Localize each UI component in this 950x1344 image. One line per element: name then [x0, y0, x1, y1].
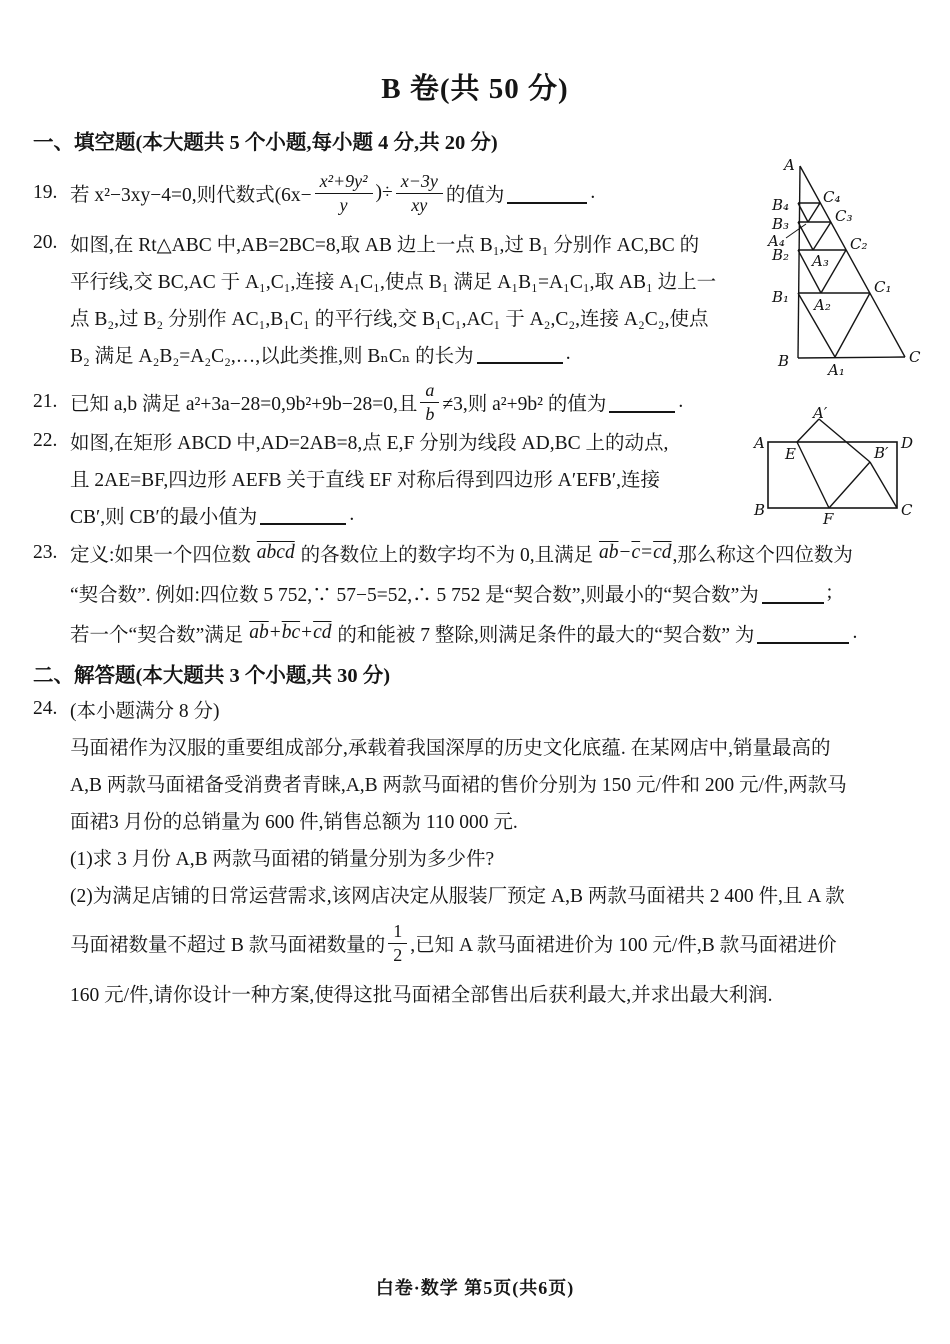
text-run: . — [852, 622, 858, 643]
fraction — [315, 171, 373, 214]
label-B-prime: B′ — [874, 444, 889, 462]
answer-blank — [260, 522, 346, 525]
text-run: 点 B₂,过 B₂ 分别作 AC₁,B₁C₁ 的平行线,交 B₁C₁,AC₁ 于 A₂,C₂,连接 A₂C₂,使点 — [70, 308, 709, 330]
text-run: ≠3,则 a²+9b² 的值为 — [442, 394, 607, 415]
overline-term: abcd — [256, 542, 295, 563]
text-run: A,B 两款马面裙备受消费者青睐,A,B 两款马面裙的售价分别为 150 元/件和 200 元/件,两款马 — [70, 774, 847, 796]
label-B2: B₂ — [772, 246, 790, 264]
text-run: ,那么称这个四位数为 — [672, 545, 853, 566]
label-C4: C₄ — [823, 188, 841, 206]
question-number: 19. — [33, 182, 58, 203]
label-A2: A₂ — [814, 296, 831, 314]
text-run: “契合数”. 例如:四位数 5 752,∵ 57−5=52,∴ 5 752 是“契合数”,则最小的“契合数”为 — [70, 585, 759, 606]
text-run: 的和能被 7 整除,则满足条件的最大的“契合数” 为 — [332, 625, 755, 646]
fraction — [388, 921, 407, 964]
question-21 — [33, 377, 830, 427]
page-footer: 白卷·数学 第5页(共6页) — [375, 1278, 575, 1298]
fold-lines — [797, 419, 897, 508]
text-run: 如图,在 Rt△ABC 中,AB=2BC=8,取 AB 边上一点 B₁,过 B₁ 分别作 AC,BC 的 — [70, 234, 700, 256]
label-C1: C₁ — [874, 278, 892, 296]
q23-line-3 — [70, 613, 920, 653]
q24-part2-line-2 — [70, 912, 922, 974]
label-E: E — [785, 445, 796, 463]
q21-line-1 — [33, 377, 830, 427]
overline-term: $\overline{c}$ — [631, 542, 641, 563]
q23-line-2 — [70, 573, 920, 613]
label-D: D — [901, 434, 914, 452]
label-B: B — [778, 352, 790, 370]
overline-term: $\overline{ab}$ — [598, 542, 619, 563]
text-run: (1)求 3 月份 A,B 两款马面裙的销量分别为多少件? — [70, 848, 495, 870]
text-run: B₂ 满足 A₂B₂=A₂C₂,…,以此类推,则 BₙCₙ 的长为 — [70, 345, 474, 367]
fraction-denominator: 2 — [393, 944, 403, 965]
question-23 — [33, 533, 920, 653]
q22-line-3 — [70, 496, 738, 533]
label-C: C — [909, 348, 921, 366]
text-run: 面裙3 月份的总销量为 600 件,销售总额为 110 000 元. — [70, 811, 518, 833]
q20-line-2 — [70, 261, 754, 298]
text-run: 的值为 — [445, 185, 505, 206]
label-A1: A₁ — [828, 361, 845, 379]
label-A4: A₄ — [768, 232, 785, 250]
q20-line-4 — [70, 335, 754, 372]
section-answer-heading: 二、解答题(本大题共 3 个小题,共 30 分) — [33, 665, 391, 687]
text-run: CB′,则 CB′的最小值为 — [70, 506, 258, 528]
text-run: 且 2AE=BF,四边形 AEFB 关于直线 EF 对称后得到四边形 A′EFB′,连接 — [70, 469, 661, 491]
text-run: 平行线,交 BC,AC 于 A₁,C₁,连接 A₁C₁,使点 B₁ 满足 A₁B₁=A₁C₁,取 AB₁ 边上一 — [70, 271, 717, 293]
q24-part1-line — [70, 838, 922, 875]
q24-line-1 — [70, 727, 922, 764]
text-run: 160 元/件,请你设计一种方案,使得这批马面裙全部售出后获利最大,并求出最大利润. — [70, 984, 773, 1006]
answer-blank — [757, 641, 849, 644]
q20-line-1 — [33, 224, 754, 261]
triangle-edges — [786, 166, 905, 358]
fraction-numerator: 1 — [388, 921, 407, 943]
text-run: . — [349, 503, 355, 525]
q22-line-2 — [70, 459, 738, 496]
q24-heading-line — [33, 690, 922, 727]
text-run: )÷ — [375, 182, 393, 203]
text-run: = — [641, 542, 653, 563]
answer-blank — [477, 361, 563, 364]
overline-term: $\overline{ab}$ — [249, 622, 269, 643]
answer-blank — [507, 201, 587, 204]
text-run: − — [619, 542, 631, 563]
label-B3: B₃ — [772, 215, 790, 233]
q24-line-3 — [70, 801, 922, 838]
label-A: A — [784, 156, 795, 174]
text-run: 定义:如果一个四位数 — [70, 545, 256, 566]
rectangle-labels — [752, 404, 913, 528]
page-title: B 卷(共 50 分) — [381, 73, 569, 105]
label-A: A — [754, 434, 765, 452]
q22-rectangle-diagram — [740, 396, 950, 541]
label-A3: A₃ — [812, 252, 829, 270]
text-run: ; — [826, 582, 833, 603]
text-run: 马面裙作为汉服的重要组成部分,承载着我国深厚的历史文化底蕴. 在某网店中,销量最高的 — [70, 737, 831, 759]
fraction-denominator: y — [339, 194, 348, 215]
question-number: 23. — [33, 542, 58, 563]
text-run: 若 x²−3xy−4=0,则代数式(6x− — [70, 185, 312, 206]
question-20 — [33, 224, 754, 372]
text-run: 已知 a,b 满足 a²+3a−28=0,9b²+9b−28=0,且 — [70, 394, 418, 415]
question-22 — [33, 422, 738, 533]
label-C: C — [901, 501, 913, 519]
rectangle-diagram-svg — [740, 396, 950, 541]
q20-line-3 — [70, 298, 754, 335]
overline-term: $\overline{cd}$ — [653, 542, 672, 563]
q22-line-1 — [33, 422, 738, 459]
text-run: + — [269, 622, 281, 643]
triangle-labels — [766, 156, 921, 379]
overline-term: $\overline{bc}$ — [281, 622, 301, 643]
fraction-numerator: a — [420, 380, 439, 402]
text-run: 如图,在矩形 ABCD 中,AD=2AB=8,点 E,F 分别为线段 AD,BC 上的动点, — [70, 432, 669, 454]
text-run: . — [565, 342, 571, 364]
section-fill-in-heading: 一、填空题(本大题共 5 个小题,每小题 4 分,共 20 分) — [33, 132, 498, 154]
label-B4: B₄ — [772, 196, 790, 214]
q24-line-2 — [70, 764, 922, 801]
text-run: 若一个“契合数”满足 — [70, 625, 249, 646]
question-number: 21. — [33, 391, 58, 412]
text-run: + — [301, 622, 313, 643]
text-run: . — [678, 391, 684, 412]
question-number: 20. — [33, 231, 58, 253]
text-run: 的各数位上的数字均不为 0,且满足 — [295, 545, 598, 566]
q24-part2-line-1 — [70, 875, 922, 912]
fraction-denominator: b — [425, 403, 435, 424]
overline-term: $\overline{cd}$ — [313, 622, 332, 643]
label-C3: C₃ — [835, 207, 853, 225]
label-A-prime: A′ — [813, 404, 828, 422]
fraction-numerator: x²+9y² — [315, 171, 373, 193]
label-F: F — [823, 510, 834, 528]
text-run: 马面裙数量不超过 B 款马面裙数量的 — [70, 935, 386, 956]
text-run: ,已知 A 款马面裙进价为 100 元/件,B 款马面裙进价 — [410, 935, 837, 956]
label-B1: B₁ — [772, 288, 790, 306]
q24-part2-line-3 — [70, 974, 922, 1011]
label-B: B — [754, 501, 766, 519]
q20-triangle-diagram — [756, 144, 950, 394]
fraction — [420, 380, 439, 423]
fraction — [396, 171, 443, 214]
triangle-diagram-svg — [756, 144, 950, 394]
answer-blank — [762, 601, 824, 604]
question-number: 24. — [33, 697, 58, 719]
text-run: (2)为满足店铺的日常运营需求,该网店决定从服装厂预定 A,B 两款马面裙共 2 400 件,且 A 款 — [70, 885, 845, 907]
question-24 — [33, 690, 922, 1011]
fraction-numerator: x−3y — [396, 171, 443, 193]
answer-blank — [609, 410, 675, 413]
label-C2: C₂ — [850, 235, 868, 253]
text-run: (本小题满分 8 分) — [70, 700, 220, 722]
fraction-denominator: xy — [411, 194, 428, 215]
text-run: . — [590, 182, 596, 203]
question-number: 22. — [33, 429, 58, 451]
